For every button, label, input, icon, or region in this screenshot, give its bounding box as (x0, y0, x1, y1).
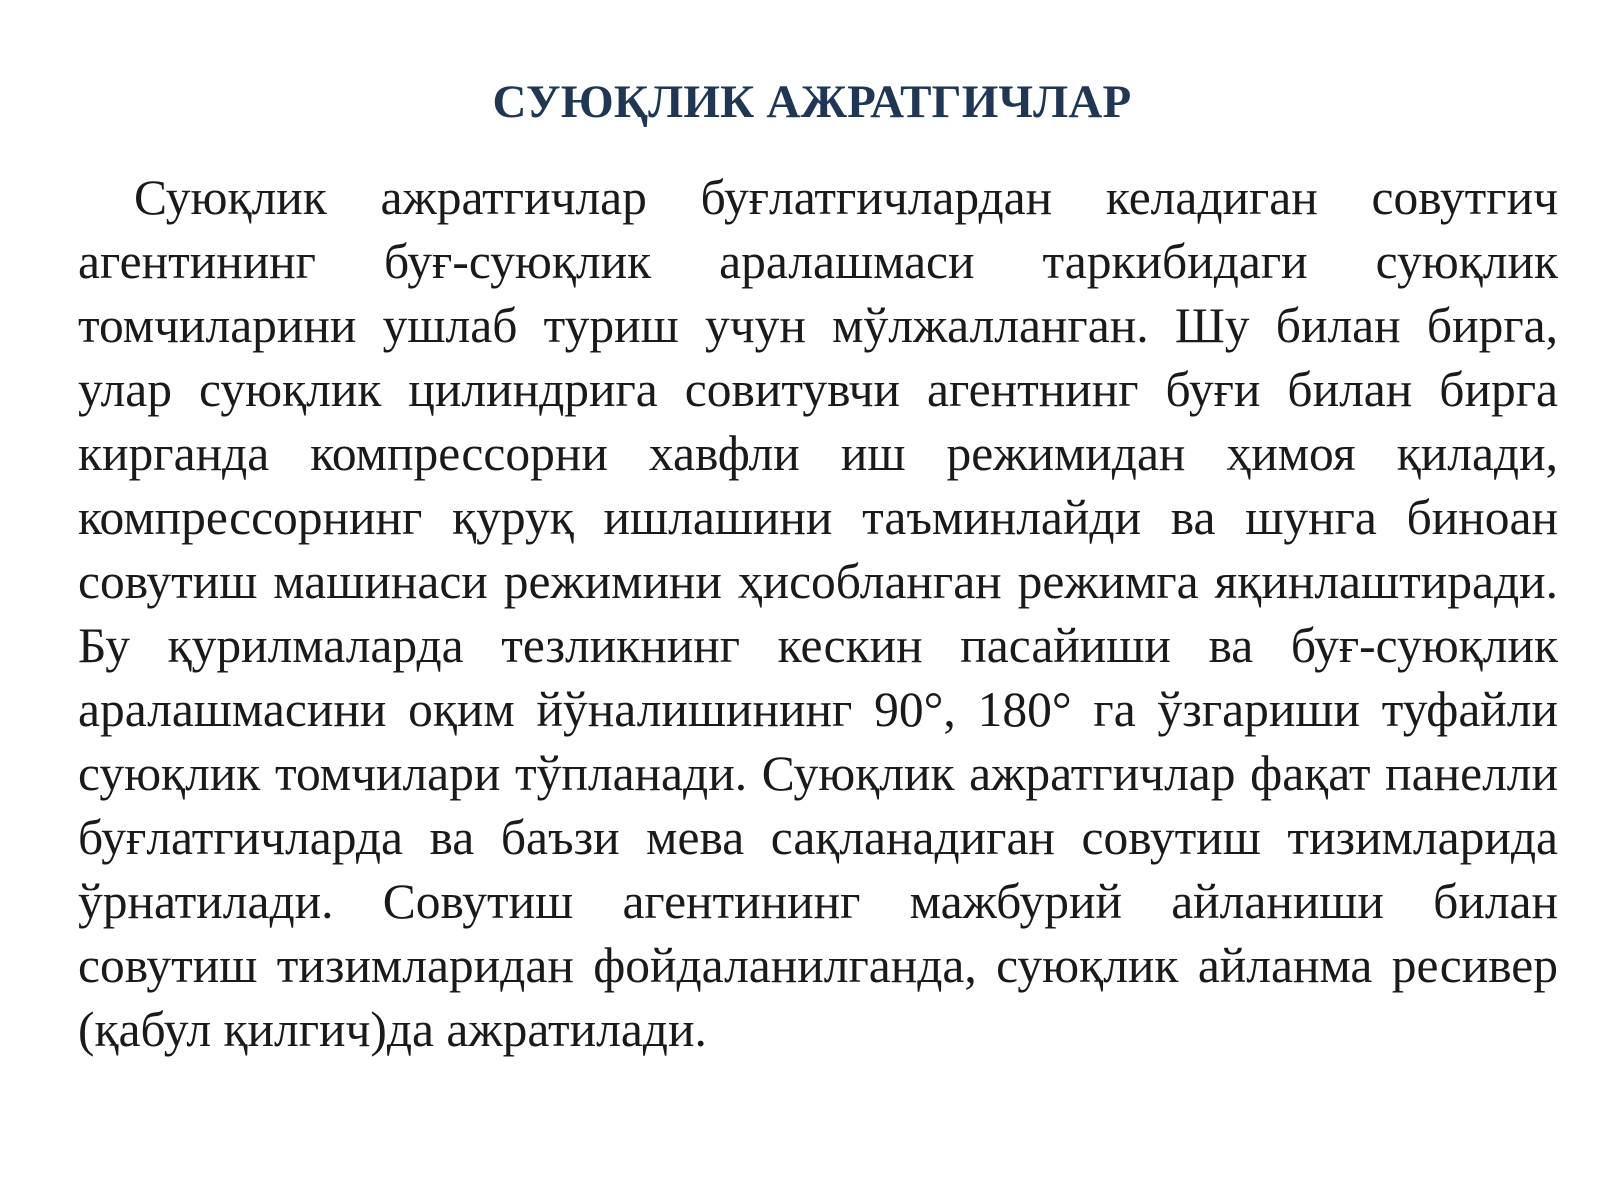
body-paragraph: Суюқлик ажратгичлар буғлатгичлардан келадиган совутгич агентининг буғ-суюқлик аралашмаси таркибидаги суюқлик томчиларини ушлаб туриш учун мўлжалланган. Шу билан бирга, улар суюқлик цилиндрига совитувчи агентнинг буғи билан бирга кирганда компрессорни хавфли иш режимидан ҳимоя қилади, компрессорнинг қуруқ ишлашини таъминлайди ва шунга биноан совутиш машинаси режимини ҳисобланган режимга яқинлаштиради. Бу қурилмаларда тезликнинг кескин пасайиши ва буғ-суюқлик аралашмасини оқим йўналишининг 90°, 180° га ўзгариши туфайли суюқлик томчилари тўпланади. Суюқлик ажратгичлар фақат панелли буғлатгичларда ва баъзи мева сақланадиган совутиш тизимларида ўрнатилади. Совутиш агентининг мажбурий айланиши билан совутиш тизимларидан фойдаланилганда, суюқлик айланма ресивер (қабул қилгич)да ажратилади. (78, 170, 1558, 1057)
slide-title: СУЮҚЛИК АЖРАТГИЧЛАР (492, 76, 1132, 128)
